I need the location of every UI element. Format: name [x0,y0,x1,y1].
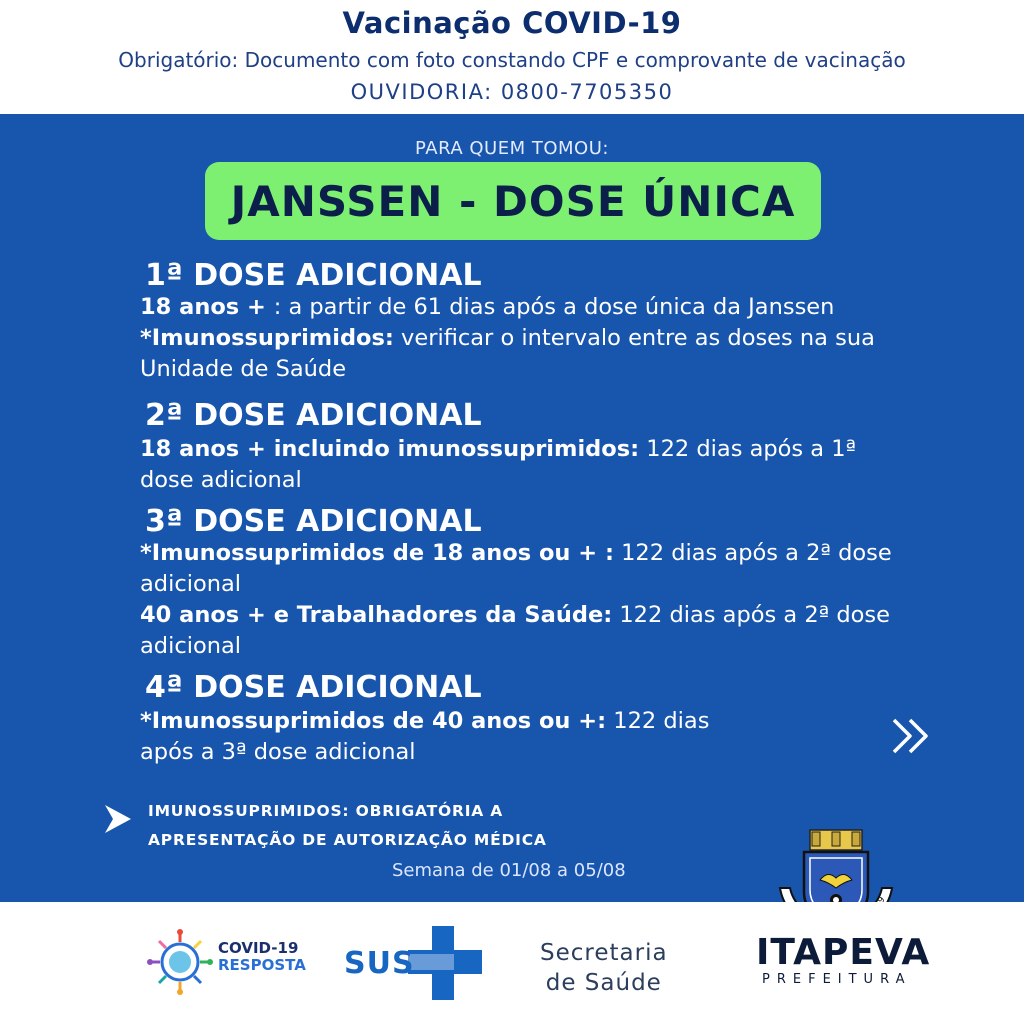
ouvidoria-phone: OUVIDORIA: 0800-7705350 [350,80,674,104]
dose-1-body [140,292,930,385]
dose-1-title: 1ª DOSE ADICIONAL [145,258,482,293]
dose-4-body [140,706,760,768]
authorization-note [148,797,547,855]
dose-1-line-1 [140,292,930,323]
dose-3-line-1 [140,538,900,600]
itapeva-wordmark: ITAPEVA [756,932,931,973]
main-panel [0,114,1024,902]
sus-label: SUS [344,946,415,981]
dose-3-line-2-text: 122 dias após a 2ª dose adicional [140,602,890,659]
dose-1-line-2-label: *Imunossuprimidos: [140,325,394,351]
vaccine-badge [205,162,821,240]
covid-line-2: RESPOSTA [218,956,306,974]
secretaria-saude [540,938,668,998]
secretaria-line-1: Secretaria [540,940,668,966]
chevrons-right-icon [888,714,938,758]
requirement-text: Obrigatório: Documento com foto constando CPF e comprovante de vacinação [118,48,906,72]
covid-resposta-logo [146,928,214,996]
dose-2-title: 2ª DOSE ADICIONAL [145,398,482,433]
dose-2-body [140,434,910,496]
dose-4-line-1 [140,706,760,768]
note-line-2: APRESENTAÇÃO DE AUTORIZAÇÃO MÉDICA [148,831,547,849]
covid-resposta-text [218,940,306,974]
dose-3-title: 3ª DOSE ADICIONAL [145,504,482,539]
dose-4-line-1-text: 122 dias após a 3ª dose adicional [140,708,710,765]
dose-3-line-1-label: *Imunossuprimidos de 18 anos ou + : [140,540,614,566]
secretaria-line-2: de Saúde [545,970,662,996]
footer [0,902,1024,1024]
dose-4-line-1-label: *Imunossuprimidos de 40 anos ou +: [140,708,607,734]
dose-1-line-1-text: : a partir de 61 dias após a dose única da Janssen [273,294,835,320]
dose-1-line-1-label: 18 anos + [140,294,274,320]
vaccine-name: JANSSEN - DOSE ÚNICA [230,176,796,226]
dose-3-line-2 [140,600,900,662]
dose-1-line-2-text: verificar o intervalo entre as doses na sua Unidade de Saúde [140,325,875,382]
dose-2-line-1 [140,434,910,496]
dose-1-line-2 [140,323,930,385]
note-line-1: IMUNOSSUPRIMIDOS: OBRIGATÓRIA A [148,802,504,820]
arrow-right-icon [102,802,134,836]
week-range: Semana de 01/08 a 05/08 [392,860,626,881]
dose-2-line-1-label: 18 anos + incluindo imunossuprimidos: [140,436,640,462]
dose-2-line-1-text: 122 dias após a 1ª dose adicional [140,436,857,493]
dose-3-body [140,538,900,662]
covid-line-1: COVID-19 [218,939,299,957]
prefeitura-label: PREFEITURA [762,972,912,987]
header [0,0,1024,114]
dose-3-line-2-label: 40 anos + e Trabalhadores da Saúde: [140,602,613,628]
dose-4-title: 4ª DOSE ADICIONAL [145,670,482,705]
page-title: Vacinação COVID-19 [342,6,682,40]
para-quem-label: PARA QUEM TOMOU: [415,138,609,159]
dose-3-line-1-text: 122 dias após a 2ª dose adicional [140,540,892,597]
